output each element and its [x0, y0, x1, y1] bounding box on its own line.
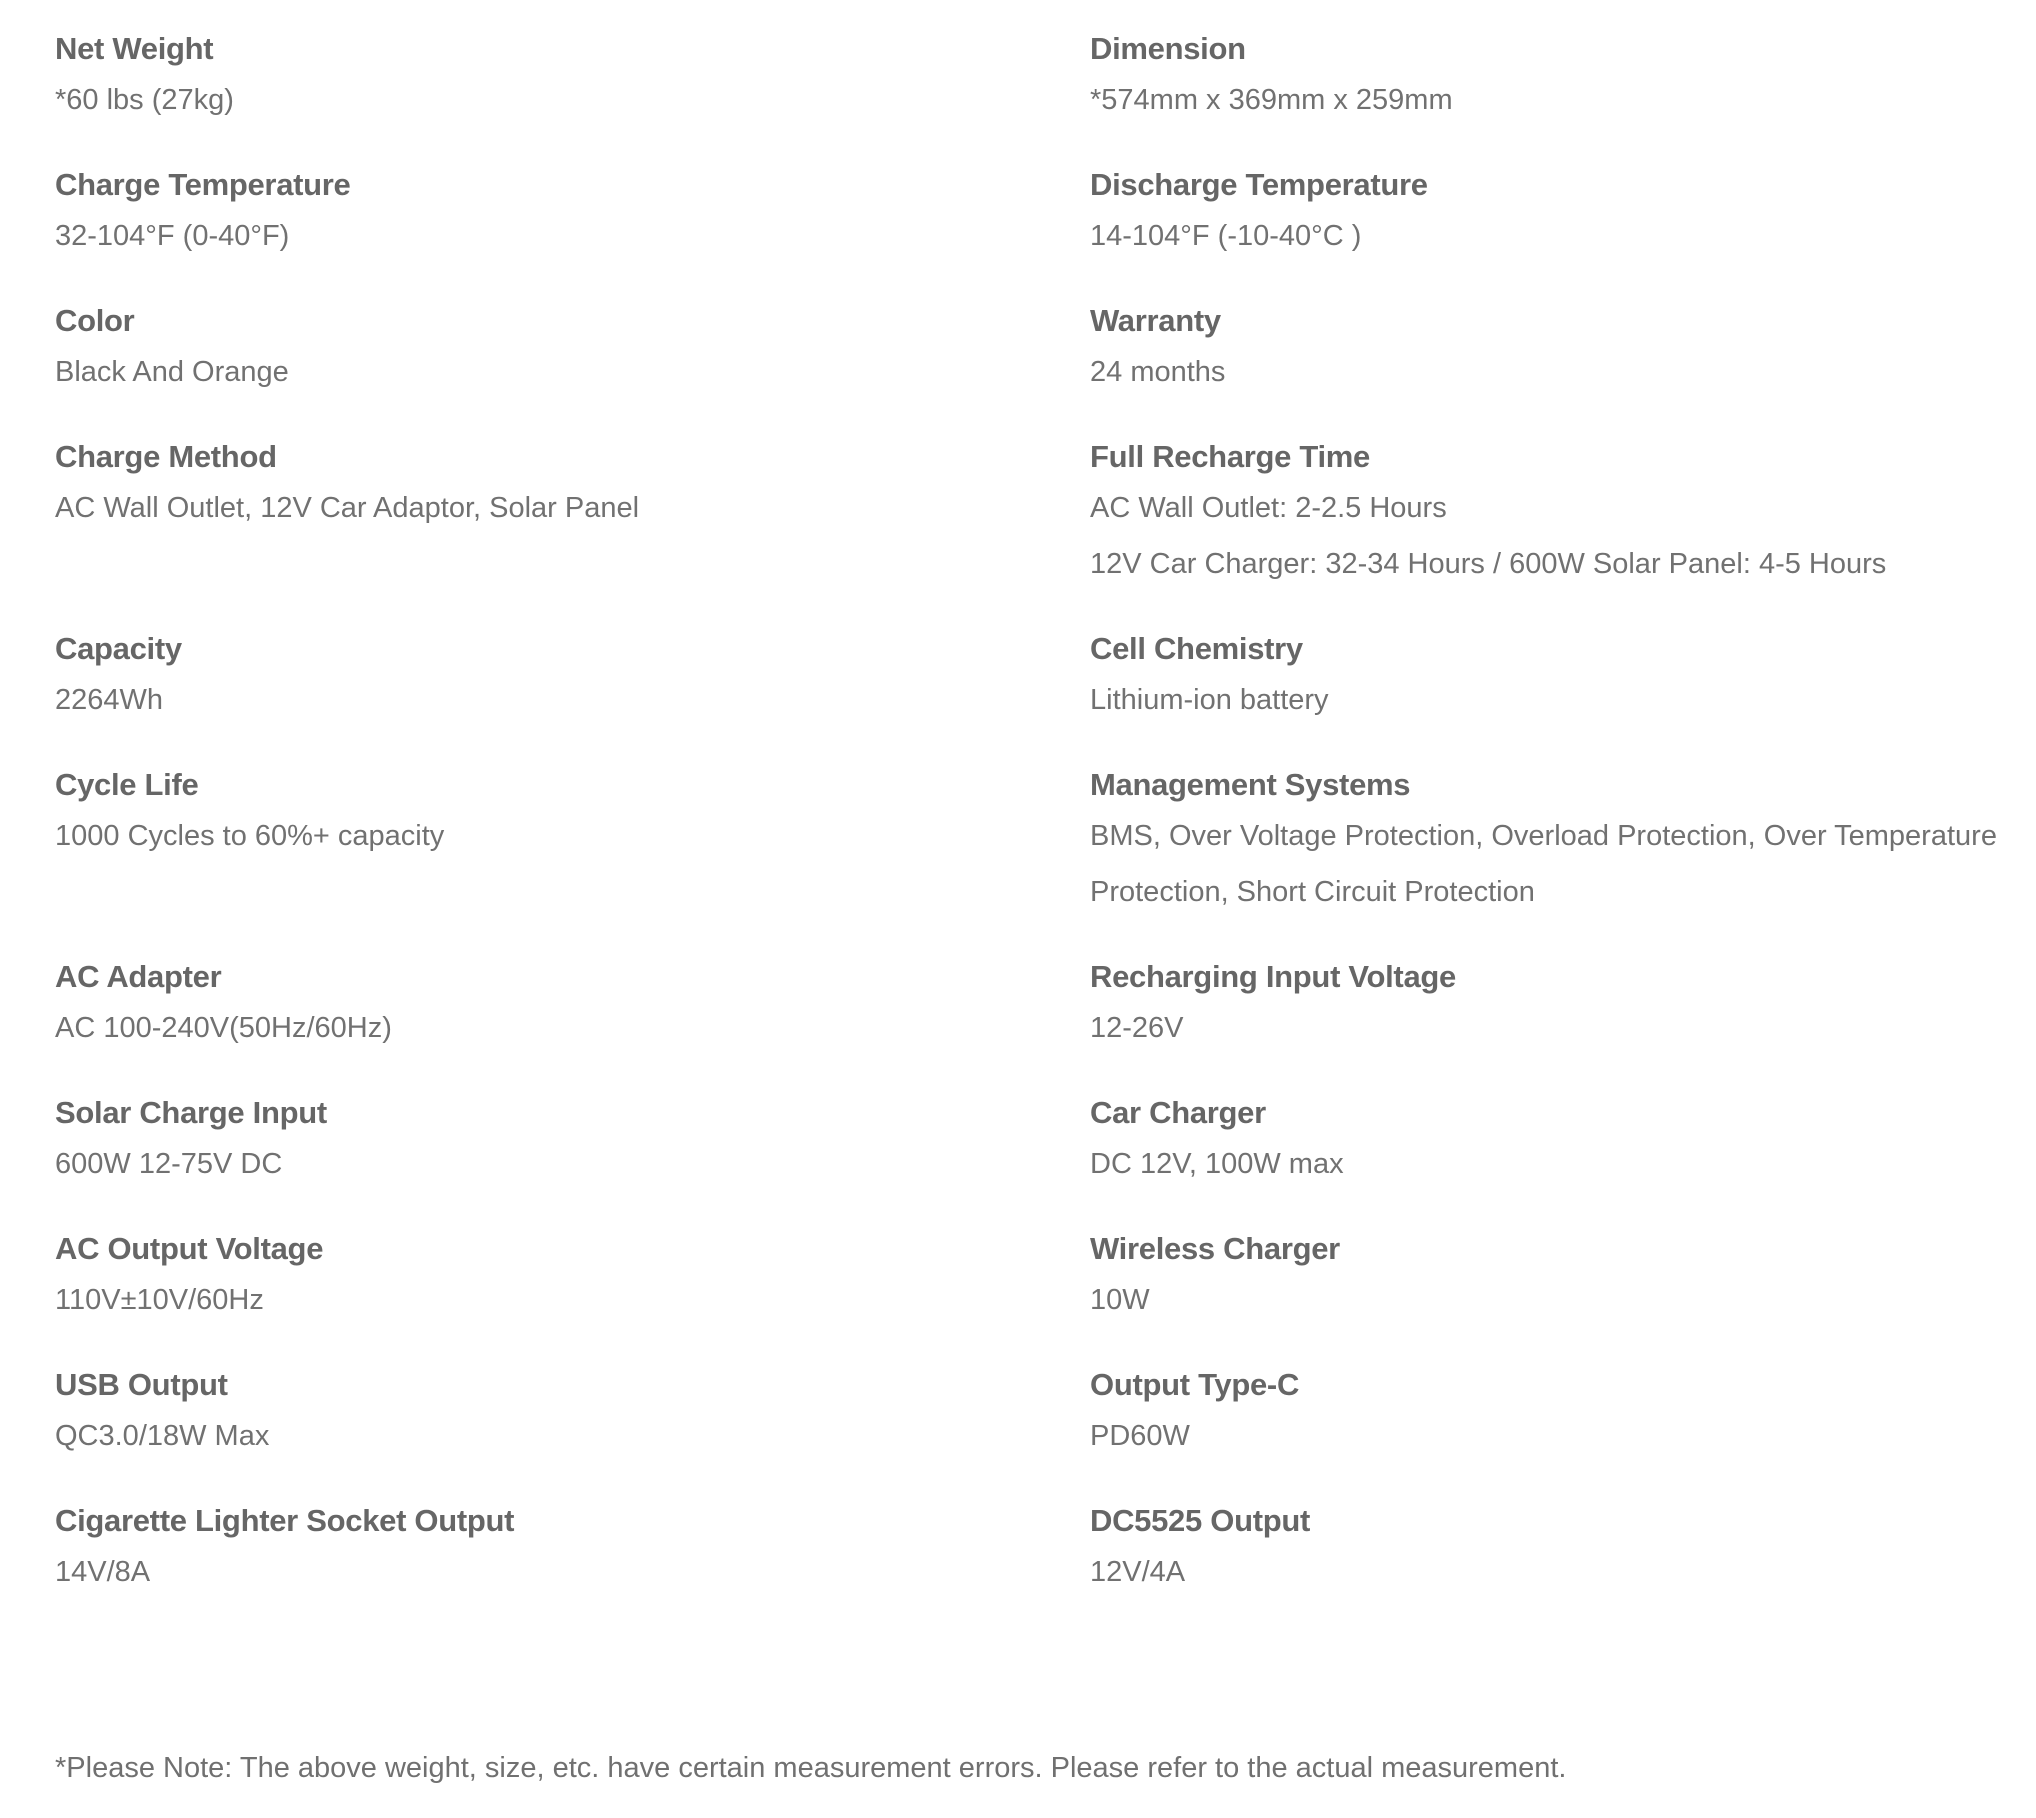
spec-value: *60 lbs (27kg) [55, 84, 234, 116]
spec-item [55, 434, 1090, 626]
spec-value-group [1090, 1136, 2030, 1192]
spec-value-group [55, 1544, 1090, 1600]
spec-item [55, 954, 1090, 1090]
spec-value: DC 12V, 100W max [1090, 1148, 1344, 1180]
spec-item [1090, 1226, 2030, 1362]
spec-value: 10W [1090, 1284, 1150, 1316]
measurement-footnote: *Please Note: The above weight, size, etc. have certain measurement errors. Please refer to the actual measurement. [55, 1752, 1567, 1784]
spec-value-group [1090, 1272, 2030, 1328]
spec-label: Management Systems [1090, 767, 1411, 802]
spec-value: AC Wall Outlet: 2-2.5 Hours [1090, 492, 1447, 524]
spec-value-group [55, 72, 1090, 128]
spec-value-group [1090, 72, 2030, 128]
spec-label: Net Weight [55, 31, 214, 66]
spec-item [55, 1362, 1090, 1498]
spec-value: 12-26V [1090, 1012, 1184, 1044]
spec-value-group [55, 208, 1090, 264]
spec-value-group [1090, 672, 2030, 728]
spec-label: Charge Temperature [55, 167, 351, 202]
spec-label: AC Adapter [55, 959, 222, 994]
spec-value: 32-104°F (0-40°F) [55, 220, 290, 252]
spec-value: PD60W [1090, 1420, 1190, 1452]
spec-label: Full Recharge Time [1090, 439, 1371, 474]
spec-item [1090, 434, 2030, 626]
spec-label: Color [55, 303, 135, 338]
spec-value-group [55, 1408, 1090, 1464]
spec-value-group [1090, 1408, 2030, 1464]
spec-value: AC 100-240V(50Hz/60Hz) [55, 1012, 392, 1044]
spec-label: Wireless Charger [1090, 1231, 1340, 1266]
spec-value: 110V±10V/60Hz [55, 1284, 264, 1316]
spec-value-group [55, 1272, 1090, 1328]
spec-item [1090, 162, 2030, 298]
spec-label: Charge Method [55, 439, 277, 474]
spec-value-group [1090, 480, 2030, 592]
spec-item [55, 1090, 1090, 1226]
spec-value: Lithium-ion battery [1090, 684, 1329, 716]
spec-value: QC3.0/18W Max [55, 1420, 270, 1452]
spec-value-group [55, 808, 1090, 864]
spec-label: USB Output [55, 1367, 228, 1402]
spec-item [1090, 626, 2030, 762]
spec-item [55, 26, 1090, 162]
spec-grid [55, 26, 2036, 1634]
spec-label: AC Output Voltage [55, 1231, 324, 1266]
spec-item [55, 1226, 1090, 1362]
spec-item [1090, 298, 2030, 434]
spec-label: Cigarette Lighter Socket Output [55, 1503, 515, 1538]
spec-value-group [55, 1000, 1090, 1056]
spec-label: Solar Charge Input [55, 1095, 327, 1130]
spec-label: Cell Chemistry [1090, 631, 1303, 666]
spec-value: *574mm x 369mm x 259mm [1090, 84, 1453, 116]
spec-label: Dimension [1090, 31, 1246, 66]
spec-item [55, 298, 1090, 434]
spec-value: 600W 12-75V DC [55, 1148, 283, 1180]
spec-item [1090, 1498, 2030, 1634]
spec-item [55, 762, 1090, 954]
spec-item [55, 1498, 1090, 1634]
spec-value: 14-104°F (-10-40°C ) [1090, 220, 1362, 252]
spec-item [1090, 1362, 2030, 1498]
spec-label: Output Type-C [1090, 1367, 1300, 1402]
spec-value: 24 months [1090, 356, 1226, 388]
spec-item [1090, 954, 2030, 1090]
spec-label: Discharge Temperature [1090, 167, 1428, 202]
spec-value: 12V Car Charger: 32-34 Hours / 600W Solar Panel: 4-5 Hours [1090, 548, 1887, 580]
spec-value: Black And Orange [55, 356, 289, 388]
spec-label: Cycle Life [55, 767, 199, 802]
spec-item [1090, 26, 2030, 162]
spec-value-group [1090, 344, 2030, 400]
spec-item [1090, 1090, 2030, 1226]
spec-label: Warranty [1090, 303, 1221, 338]
spec-value: BMS, Over Voltage Protection, Overload Protection, Over Temperature [1090, 820, 1997, 852]
spec-value: 14V/8A [55, 1556, 151, 1588]
spec-value-group [1090, 1544, 2030, 1600]
spec-value: AC Wall Outlet, 12V Car Adaptor, Solar Panel [55, 492, 640, 524]
spec-value: 2264Wh [55, 684, 164, 716]
spec-label: Car Charger [1090, 1095, 1266, 1130]
spec-value-group [55, 480, 1090, 536]
spec-value: 1000 Cycles to 60%+ capacity [55, 820, 445, 852]
spec-value-group [1090, 1000, 2030, 1056]
spec-value: 12V/4A [1090, 1556, 1186, 1588]
spec-item [1090, 762, 2030, 954]
spec-value-group [1090, 808, 2030, 920]
spec-item [55, 162, 1090, 298]
spec-label: Recharging Input Voltage [1090, 959, 1456, 994]
spec-value-group [55, 672, 1090, 728]
spec-value: Protection, Short Circuit Protection [1090, 876, 1535, 908]
spec-value-group [1090, 208, 2030, 264]
spec-value-group [55, 1136, 1090, 1192]
spec-item [55, 626, 1090, 762]
spec-value-group [55, 344, 1090, 400]
spec-label: Capacity [55, 631, 182, 666]
spec-label: DC5525 Output [1090, 1503, 1311, 1538]
